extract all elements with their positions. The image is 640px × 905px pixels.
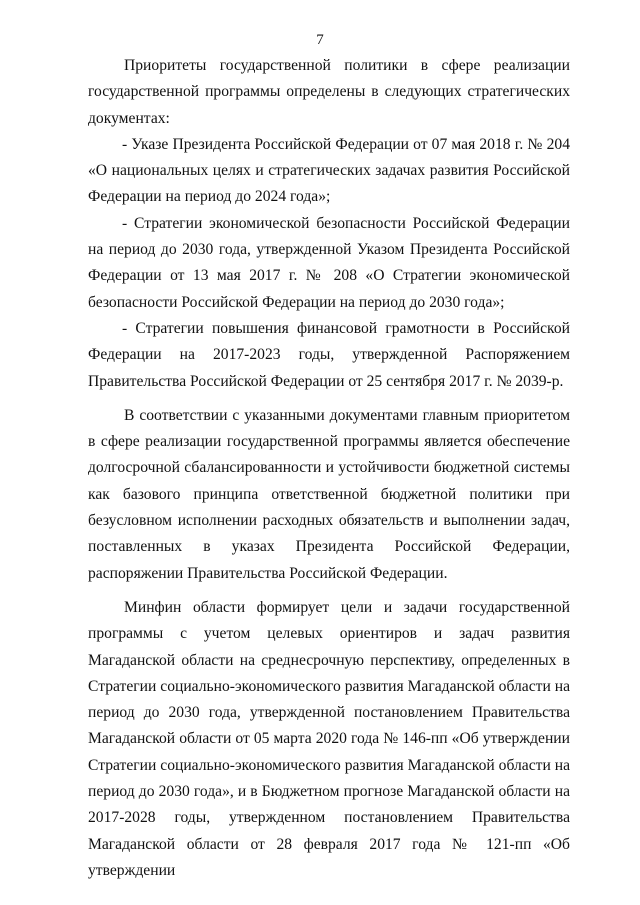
- paragraph-minfin-goals: Минфин области формирует цели и задачи государственной программы с учетом целевых ориентиров и задач развития Магаданской области на среднесрочную перспективу, определенных в Стратегии социально-экономического развития Магаданской области на период до 2030 года, утвержденной постановлением Правительства Магаданской области от 05 марта 2020 года № 146-пп «Об утверждении Стратегии социально-экономического развития Магаданской области на период до 2030 года», и в Бюджетном прогнозе Магаданской области на 2017-2028 годы, утвержденном постановлением Правительства Магаданской области от 28 февраля 2017 года № 121-пп «Об утверждении: [88, 598, 570, 879]
- paragraph-gap: [88, 587, 570, 595]
- paragraph-bullet-decree: - Указе Президента Российской Федерации от 07 мая 2018 г. № 204 «О национальных целях и стратегических задачах развития Российской Федерации на период до 2024 года»;: [88, 135, 570, 206]
- paragraph-bullet-financial-literacy: - Стратегии повышения финансовой грамотности в Российской Федерации на 2017-2023 годы, утвержденной Распоряжением Правительства Российской Федерации от 25 сентября 2017 г. № 2039-р.: [88, 319, 570, 390]
- paragraph-gap: [88, 395, 570, 403]
- paragraph-priorities: В соответствии с указанными документами главным приоритетом в сфере реализации государственной программы является обеспечение долгосрочной сбалансированности и устойчивости бюджетной системы как базового принципа ответственной бюджетной политики при безусловном исполнении расходных обязательств и выполнении задач, поставленных в указах Президента Российской Федерации, распоряжении Правительства Российской Федерации.: [88, 406, 570, 582]
- paragraph-intro: Приоритеты государственной политики в сфере реализации государственной программы определены в следующих стратегических документах:: [88, 57, 570, 127]
- page-number: 7: [316, 32, 324, 48]
- paragraph-bullet-economic-security: - Стратегии экономической безопасности Российской Федерации на период до 2030 года, утвержденной Указом Президента Российской Федерации от 13 мая 2017 г. № 208 «О Стратегии экономической безопасности Российской Федерации на период до 2030 года»;: [88, 214, 570, 311]
- document-body: [88, 53, 570, 884]
